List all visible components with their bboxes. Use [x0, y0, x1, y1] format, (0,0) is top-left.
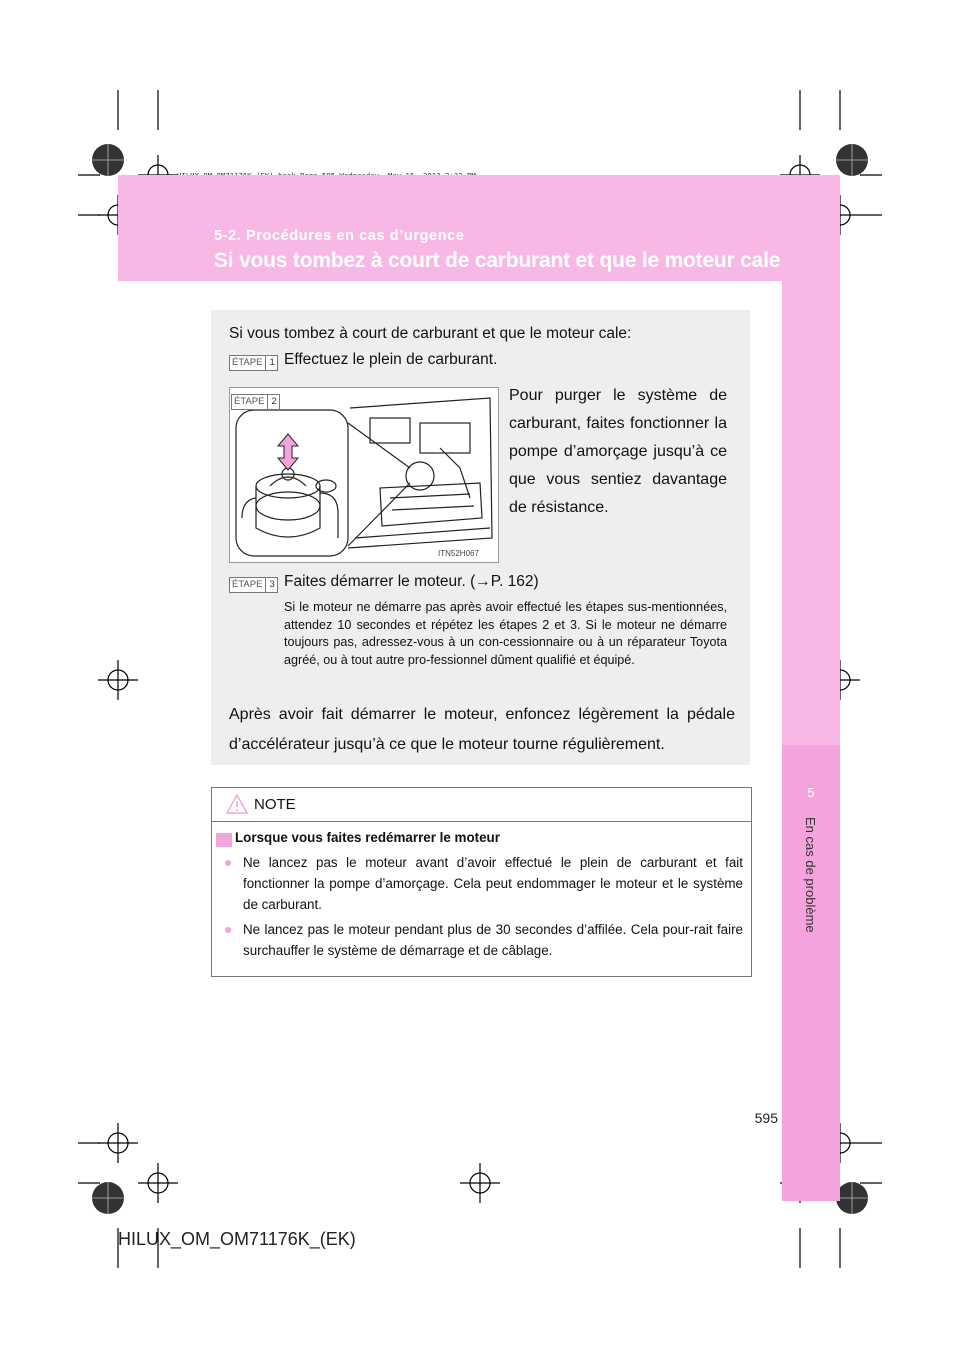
bullet-dot-icon: ● — [224, 854, 233, 870]
closing-text: Après avoir fait démarrer le moteur, enfoncez légèrement la pédale d’accélérateur jusqu’à ce que le moteur tourne régulièrement. — [229, 706, 735, 753]
page-number: 595 — [754, 1110, 778, 1126]
procedure-box — [211, 310, 750, 765]
fuel-pump-illustration — [229, 387, 499, 563]
step-3-note: Si le moteur ne démarre pas après avoir effectué les étapes sus-mentionnées, attendez 10 secondes et répétez les étapes 2 et 3. Si le moteur ne démarre toujours pas, adressez-vous à un con-cessionnaire ou à un réparateur Toyota agréé, ou à tout autre pro-fessionnel dûment qualifié et équipé. — [284, 600, 727, 667]
warning-triangle-icon — [226, 794, 248, 814]
note-heading-square-icon — [216, 833, 232, 847]
note-heading: Lorsque vous faites redémarrer le moteur — [235, 830, 500, 845]
note-header — [212, 788, 751, 822]
section-label: 5-2. Procédures en cas d’urgence — [214, 228, 465, 244]
chapter-number: 5 — [807, 785, 815, 800]
engine-bay-drawing — [230, 388, 498, 562]
step-2-text: Pour purger le système de carburant, faites fonctionner la pompe d’amorçage jusqu’à ce que vous sentiez davantage de résistance. — [509, 387, 727, 516]
note-box — [211, 787, 752, 977]
bullet-dot-icon: ● — [224, 921, 233, 937]
page-title: Si vous tombez à court de carburant et que le moteur cale — [214, 249, 781, 272]
step-1-text: Effectuez le plein de carburant. — [284, 351, 498, 368]
note-bullet-1: Ne lancez pas le moteur avant d’avoir effectué le plein de carburant et fait fonctionner la pompe d’amorçage. Cela peut endommager le moteur et le système de carburant. — [243, 855, 743, 912]
step-3-badge: ÉTAPE 3 — [229, 574, 278, 593]
step-2-badge: ÉTAPE 2 — [231, 391, 280, 410]
intro-text: Si vous tombez à court de carburant et que le moteur cale: — [229, 325, 632, 342]
chapter-tab[interactable] — [782, 745, 840, 1201]
step-3-text: Faites démarrer le moteur. (→P. 162) — [284, 573, 539, 590]
note-bullet-2: Ne lancez pas le moteur pendant plus de 30 secondes d’affilée. Cela pour-rait faire surchauffer le système de démarrage et de câblage. — [243, 922, 743, 958]
illustration-code: ITN52H067 — [438, 549, 479, 558]
chapter-name: En cas de problème — [803, 817, 818, 933]
header-band — [118, 175, 840, 281]
note-label: NOTE — [254, 796, 296, 813]
footer-doc-code: HILUX_OM_OM71176K_(EK) — [118, 1229, 356, 1249]
step-1-badge: ÉTAPE 1 — [229, 352, 278, 371]
